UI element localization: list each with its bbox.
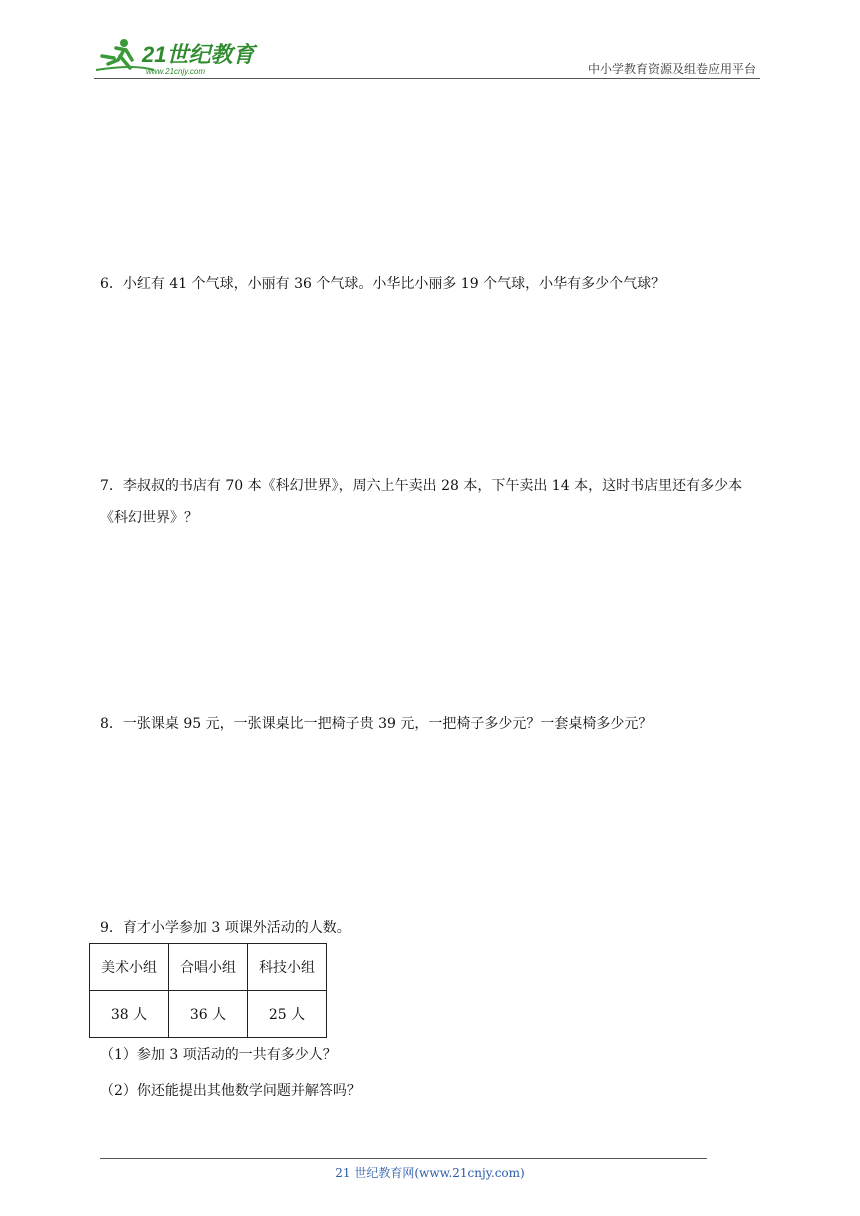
table-header-cell: 合唱小组	[169, 944, 248, 991]
page-header	[94, 30, 760, 80]
question-number: 6．	[100, 276, 123, 292]
footer-divider	[100, 1158, 707, 1159]
question-7	[100, 470, 760, 534]
question-text: 一张课桌 95 元，一张课桌比一把椅子贵 39 元，一把椅子多少元？一套桌椅多少元？	[122, 716, 653, 732]
table-header-cell: 美术小组	[90, 944, 169, 991]
table-cell: 25 人	[248, 991, 327, 1038]
question-number: 7．	[100, 478, 123, 494]
table-row	[90, 991, 327, 1038]
question-number: 9．	[100, 920, 123, 936]
logo-url: www.21cnjy.com	[146, 67, 205, 76]
question-text: 李叔叔的书店有 70 本《科幻世界》，周六上午卖出 28 本，下午卖出 14 本，这时书店里还有多少本《科幻世界》？	[100, 478, 743, 526]
question-8	[100, 708, 760, 740]
question-number: 8．	[100, 716, 123, 732]
question-text: 育才小学参加 3 项课外活动的人数。	[122, 920, 351, 936]
logo	[94, 34, 264, 76]
header-divider	[94, 78, 760, 79]
activity-table	[89, 943, 327, 1038]
subquestion-1: （1）参加 3 项活动的一共有多少人？	[100, 1047, 337, 1063]
table-cell: 38 人	[90, 991, 169, 1038]
table-cell: 36 人	[169, 991, 248, 1038]
header-tagline: 中小学教育资源及组卷应用平台	[587, 62, 756, 76]
logo-text: 21世纪教育	[142, 42, 255, 67]
question-text: 小红有 41 个气球，小丽有 36 个气球。小华比小丽多 19 个气球，小华有多少个气球？	[122, 276, 666, 292]
question-6	[100, 268, 760, 300]
table-header-cell: 科技小组	[248, 944, 327, 991]
subquestion-2: （2）你还能提出其他数学问题并解答吗？	[100, 1083, 361, 1099]
table-header-row	[90, 944, 327, 991]
question-9	[100, 912, 760, 944]
footer-text: 21 世纪教育网(www.21cnjy.com)	[335, 1166, 525, 1180]
